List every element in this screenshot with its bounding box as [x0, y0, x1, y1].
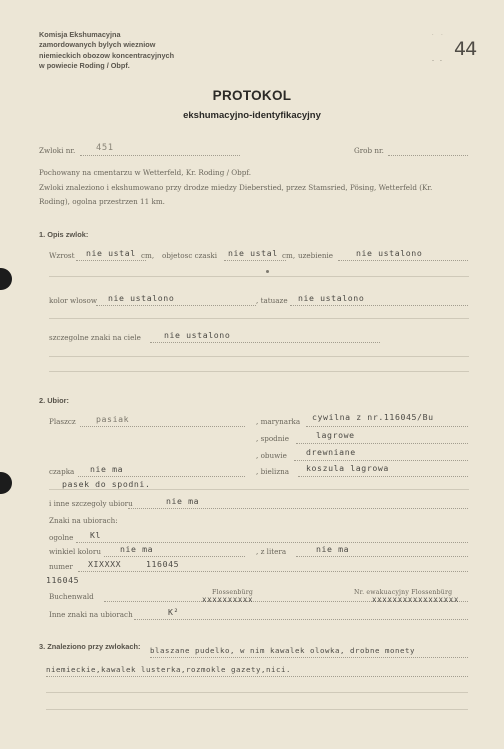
inne-znaki-value: K²	[168, 607, 180, 617]
punch-hole-top	[0, 268, 12, 290]
obuwie-label: , obuwie	[256, 451, 287, 460]
znaki-na-ubiorach-label: Znaki na ubiorach:	[49, 516, 118, 525]
pasek-value: pasek do spodni.	[62, 479, 151, 489]
obuwie-value: drewniane	[306, 447, 356, 457]
nr-ewakuacyjny-label: Nr. ewakuacyjny Flossenbürg	[354, 589, 453, 596]
items-found-line-2: niemieckie,kawalek lusterka,rozmokle gazety,nici.	[46, 665, 291, 674]
uzebienie-field-line	[338, 260, 468, 261]
litera-label: , z litera	[256, 547, 287, 556]
header-line-4: w powiecie Roding / Obpf.	[39, 61, 130, 71]
plaszcz-field-line	[80, 426, 245, 427]
header-line-3: niemieckich obozow koncentracyjnych	[39, 50, 175, 60]
header-line-1: Komisja Ekshumacyjna	[39, 30, 121, 39]
ink-mark	[266, 270, 269, 273]
blank-line	[49, 276, 469, 277]
numer-extra-value: 116045	[46, 575, 80, 585]
flossenburg-value: xxxxxxxxxx	[202, 595, 254, 604]
znaki-na-ciele-value: nie ustalono	[164, 330, 231, 340]
margin-dots: . .	[432, 31, 446, 37]
tatuaze-label: , tatuaze	[256, 296, 288, 305]
blank-line	[49, 318, 469, 319]
marynarka-field-line	[306, 426, 468, 427]
ogolne-value: Kl	[90, 530, 102, 540]
spodnie-value: lagrowe	[316, 430, 355, 440]
header-line-2: zamordowanych bylych wiezniow	[39, 40, 156, 50]
uzebienie-label: uzebienie	[298, 251, 334, 260]
zwloki-value: 451	[96, 143, 114, 153]
spodnie-field-line	[296, 443, 468, 444]
znaleziono-text-line-2: Roding), ogolna przestrzen 11 km.	[39, 197, 165, 206]
plaszcz-value: pasiak	[96, 414, 130, 424]
numer-value-struck: XIXXXX	[88, 559, 122, 569]
grob-label: Grob nr.	[354, 146, 384, 155]
czapka-field-line	[78, 476, 245, 477]
grob-field-line	[388, 155, 468, 156]
czaszka-value: nie ustal	[228, 248, 278, 258]
nr-ewakuacyjny-value: xxxxxxxxxxxxxxxxx	[372, 595, 459, 604]
czaszka-unit: cm,	[282, 251, 296, 260]
wzrost-unit: cm,	[141, 251, 155, 260]
litera-value: nie ma	[316, 544, 350, 554]
bielizna-label: , bielizna	[256, 467, 290, 476]
znaleziono-text-line-1: Zwloki znaleziono i ekshumowano przy drodze miedzy Dieberstied, przez Stamsried, Pösing, Wetterfeld (Kr.	[39, 183, 433, 192]
spodnie-label: , spodnie	[256, 434, 289, 443]
marynarka-value: cywilna z nr.116045/Bu	[312, 412, 434, 422]
commission-header	[39, 30, 174, 72]
obuwie-field-line	[294, 460, 468, 461]
winkiel-field-line	[104, 556, 245, 557]
numer-value: 116045	[146, 559, 180, 569]
blank-line	[49, 356, 469, 357]
czaszka-field-line	[224, 260, 286, 261]
section-2-heading: 2. Ubior:	[39, 396, 69, 405]
uzebienie-value: nie ustalono	[356, 248, 423, 258]
items-found-field-line-2	[46, 676, 468, 677]
kolor-wlosow-label: kolor wlosow	[49, 296, 97, 305]
items-found-field-line-1	[150, 657, 468, 658]
section-1-heading: 1. Opis zwlok:	[39, 230, 89, 239]
znaki-na-ciele-label: szczegolne znaki na ciele	[49, 333, 141, 342]
punch-hole-bottom	[0, 472, 12, 494]
blank-line	[46, 709, 468, 710]
winkiel-label: winkiel koloru	[49, 547, 101, 556]
items-found-line-1: blaszane pudelko, w nim kawalek olowka, drobne monety	[150, 646, 415, 655]
margin-dashes: - -	[432, 57, 444, 64]
ogolne-field-line	[76, 542, 468, 543]
inne-znaki-label: Inne znaki na ubiorach	[49, 610, 133, 619]
tatuaze-field-line	[290, 305, 468, 306]
wzrost-value: nie ustal	[86, 248, 136, 258]
document-subtitle: ekshumacyjno-identyfikacyjny	[183, 110, 321, 121]
winkiel-value: nie ma	[120, 544, 154, 554]
czapka-label: czapka	[49, 467, 75, 476]
blank-line	[46, 692, 468, 693]
inne-znaki-field-line	[134, 619, 468, 620]
ogolne-label: ogolne	[49, 533, 74, 542]
section-3-heading: 3. Znaleziono przy zwlokach:	[39, 642, 141, 651]
flossenburg-label: Flossenbürg	[212, 589, 254, 596]
kolor-wlosow-field-line	[96, 305, 256, 306]
zwloki-field-line	[80, 155, 240, 156]
page-number: 44	[454, 38, 477, 60]
znaki-na-ciele-field-line	[150, 342, 380, 343]
inne-szczegoly-field-line	[128, 508, 468, 509]
inne-szczegoly-label: i inne szczegoly ubioru	[49, 499, 133, 508]
zwloki-label: Zwloki nr.	[39, 146, 76, 155]
marynarka-label: , marynarka	[256, 417, 301, 426]
wzrost-label: Wzrost	[49, 251, 75, 260]
document-title: PROTOKOL	[212, 88, 292, 103]
buchenwald-label: Buchenwald	[49, 592, 94, 601]
blank-line	[49, 371, 469, 372]
czapka-value: nie ma	[90, 464, 124, 474]
plaszcz-label: Plaszcz	[49, 417, 76, 426]
blank-line	[49, 489, 469, 490]
bielizna-value: koszula lagrowa	[306, 463, 389, 473]
numer-field-line	[78, 571, 468, 572]
inne-szczegoly-value: nie ma	[166, 496, 200, 506]
numer-label: numer	[49, 562, 73, 571]
tatuaze-value: nie ustalono	[298, 293, 365, 303]
czaszka-label: objetosc czaski	[162, 251, 218, 260]
kolor-wlosow-value: nie ustalono	[108, 293, 175, 303]
bielizna-field-line	[298, 476, 468, 477]
pochowany-text: Pochowany na cmentarzu w Wetterfeld, Kr. Roding / Obpf.	[39, 168, 252, 177]
litera-field-line	[296, 556, 468, 557]
wzrost-field-line	[76, 260, 146, 261]
